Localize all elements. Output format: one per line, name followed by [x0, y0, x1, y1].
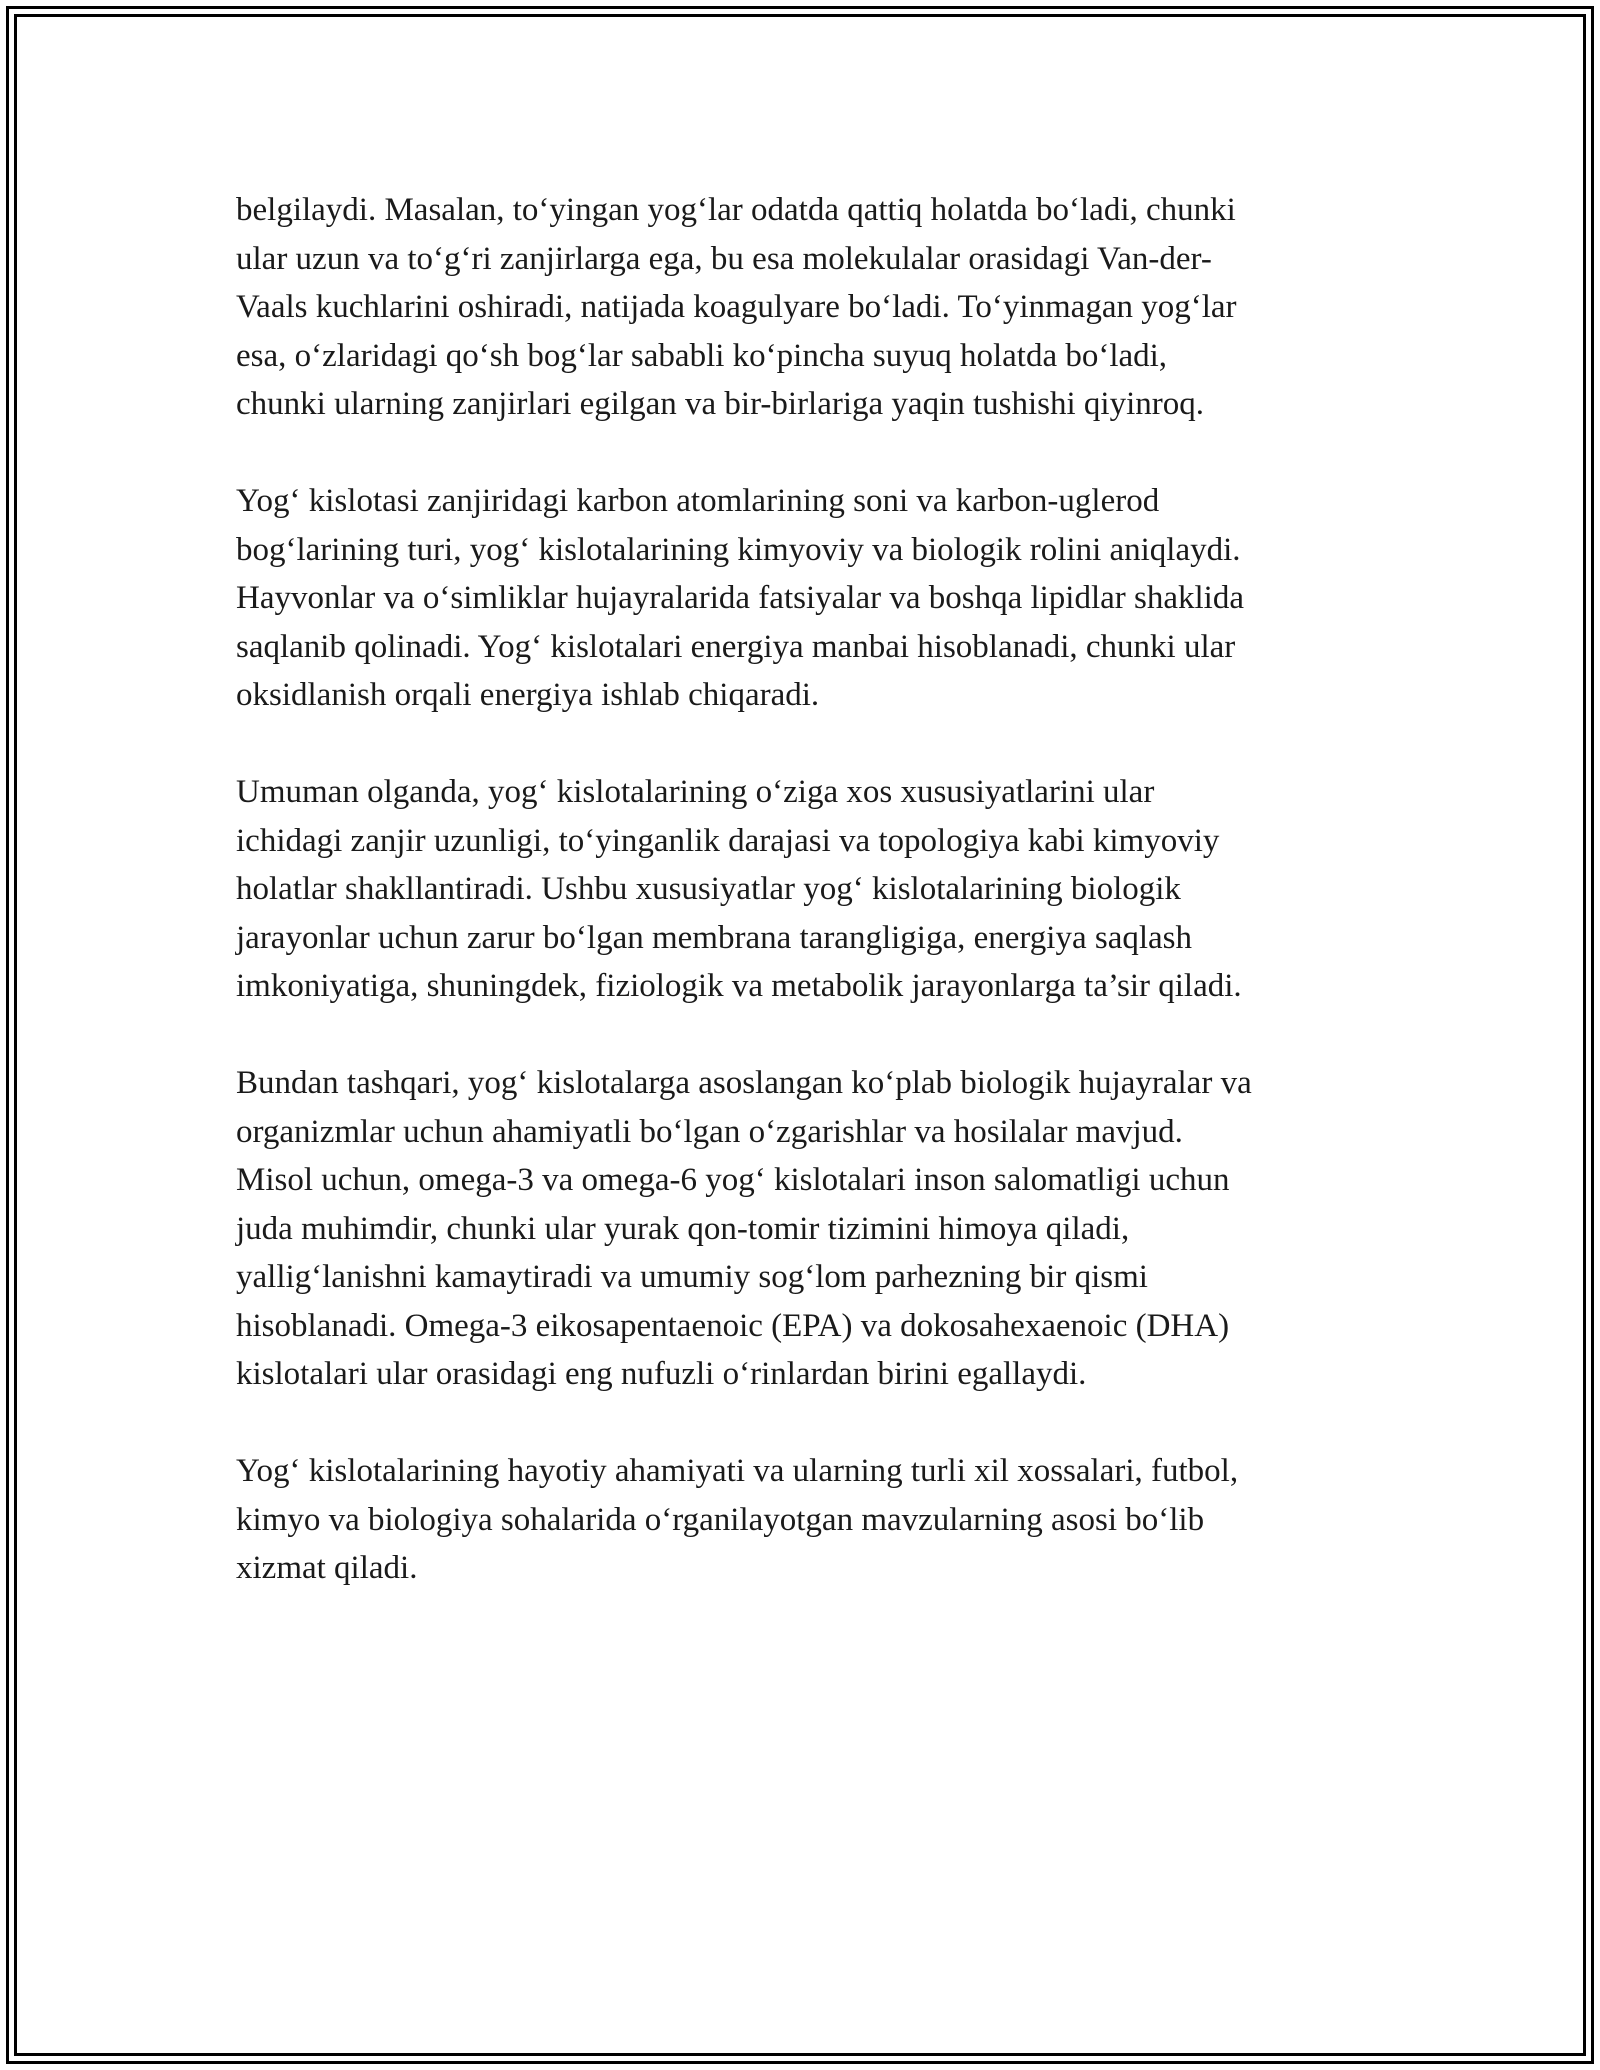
text-line: kislotalari ular orasidagi eng nufuzli o‘rinlardan birini egallaydi. [236, 1356, 1087, 1392]
paragraph-5 [236, 1447, 1396, 1593]
text-line: ular uzun va to‘g‘ri zanjirlarga ega, bu esa molekulalar orasidagi Van-der- [236, 240, 1212, 277]
text-line: chunki ularning zanjirlari egilgan va bir-birlariga yaqin tushishi qiyinroq. [236, 386, 1205, 422]
text-line: bog‘larining turi, yog‘ kislotalarining kimyoviy va biologik rolini aniqlaydi. [236, 531, 1241, 568]
text-line: xizmat qiladi. [236, 1550, 418, 1586]
paragraph-3 [236, 768, 1396, 1011]
text-line: holatlar shakllantiradi. Ushbu xususiyatlar yog‘ kislotalarining biologik [236, 871, 1181, 907]
paragraph-4 [236, 1059, 1396, 1399]
text-line: esa, o‘zlaridagi qo‘sh bog‘lar sababli ko‘pincha suyuq holatda bo‘ladi, [236, 337, 1168, 374]
text-line: imkoniyatiga, shuningdek, fiziologik va metabolik jarayonlarga ta’sir qiladi. [236, 968, 1242, 1004]
text-line: Yog‘ kislotalarining hayotiy ahamiyati va ularning turli xil xossalari, futbol, [236, 1453, 1239, 1489]
document-body [236, 186, 1396, 1641]
text-line: Bundan tashqari, yog‘ kislotalarga asoslangan ko‘plab biologik hujayralar va [236, 1065, 1252, 1101]
text-line: Yog‘ kislotasi zanjiridagi karbon atomlarining soni va karbon-uglerod [236, 483, 1160, 519]
text-line: hisoblanadi. Omega-3 eikosapentaenoic (EPA) va dokosahexaenoic (DHA) [236, 1307, 1230, 1344]
paragraph-1 [236, 186, 1396, 429]
text-line: Umuman olganda, yog‘ kislotalarining o‘ziga xos xususiyatlarini ular [236, 774, 1155, 810]
text-line: Misol uchun, omega-3 va omega-6 yog‘ kislotalari inson salomatligi uchun [236, 1162, 1230, 1198]
text-line: jarayonlar uchun zarur bo‘lgan membrana tarangligiga, energiya saqlash [236, 919, 1193, 956]
text-line: belgilaydi. Masalan, to‘yingan yog‘lar odatda qattiq holatda bo‘ladi, chunki [236, 192, 1236, 228]
text-line: Vaals kuchlarini oshiradi, natijada koagulyare bo‘ladi. To‘yinmagan yog‘lar [236, 289, 1237, 325]
text-line: saqlanib qolinadi. Yog‘ kislotalari energiya manbai hisoblanadi, chunki ular [236, 628, 1236, 665]
paragraph-2 [236, 477, 1396, 720]
text-line: yallig‘lanishni kamaytiradi va umumiy sog‘lom parhezning bir qismi [236, 1259, 1148, 1295]
text-line: organizmlar uchun ahamiyatli bo‘lgan o‘zgarishlar va hosilalar mavjud. [236, 1113, 1183, 1150]
text-line: kimyo va biologiya sohalarida o‘rganilayotgan mavzularning asosi bo‘lib [236, 1501, 1205, 1538]
text-line: Hayvonlar va o‘simliklar hujayralarida fatsiyalar va boshqa lipidlar shaklida [236, 580, 1244, 616]
text-line: juda muhimdir, chunki ular yurak qon-tomir tizimini himoya qiladi, [236, 1210, 1130, 1247]
text-line: oksidlanish orqali energiya ishlab chiqaradi. [236, 677, 820, 713]
text-line: ichidagi zanjir uzunligi, to‘yinganlik darajasi va topologiya kabi kimyoviy [236, 822, 1220, 859]
